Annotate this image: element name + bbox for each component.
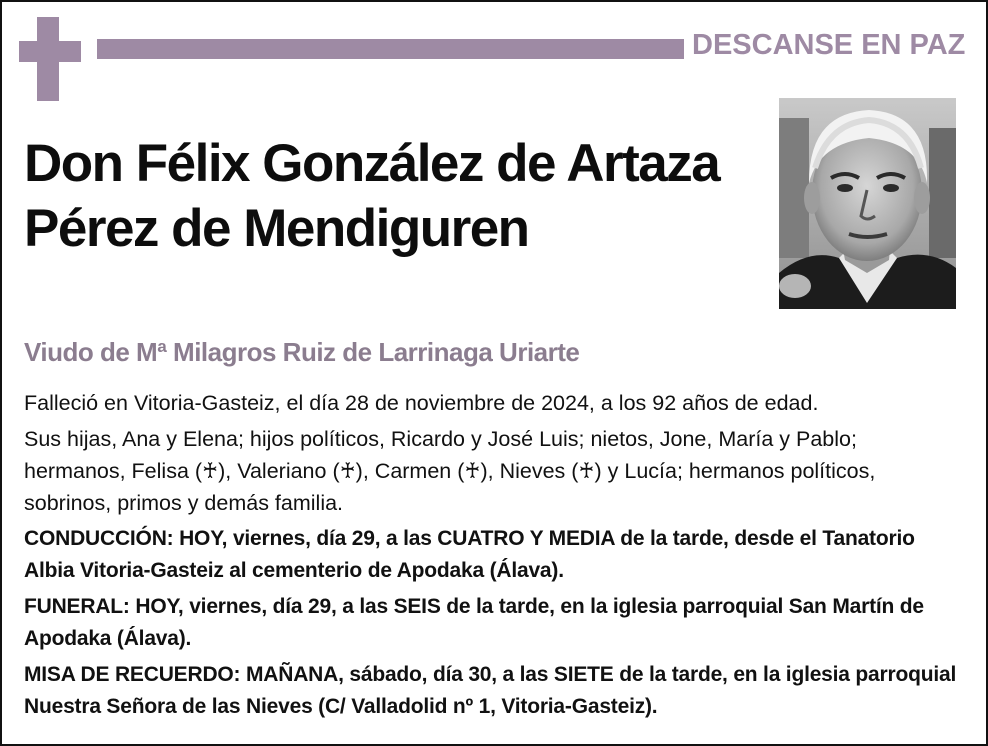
- funeral-paragraph: FUNERAL: HOY, viernes, día 29, a las SEIS de la tarde, en la iglesia parroquial San Martín de Apodaka (Álava).: [24, 595, 924, 650]
- name-line-1: Don Félix González de Artaza: [24, 134, 720, 193]
- misa-paragraph: MISA DE RECUERDO: MAÑANA, sábado, día 30, a las SIETE de la tarde, en la iglesia parroquial Nuestra Señora de las Nieves (C/ Valladolid nº 1, Vitoria-Gasteiz).: [24, 663, 957, 718]
- family-paragraph: Sus hijas, Ana y Elena; hijos políticos, Ricardo y José Luis; nietos, Jone, María y Pablo; hermanos, Felisa (♰), Valeriano (♰), Carmen (♰), Nieves (♰) y Lucía; hermanos políticos, sobrinos, primos y demás familia.: [24, 427, 876, 515]
- header-divider: [97, 39, 684, 59]
- obituary-body: [24, 387, 964, 723]
- portrait-photo: [779, 98, 956, 309]
- spouse-line: Viudo de Mª Milagros Ruiz de Larrinaga Uriarte: [24, 337, 580, 367]
- conduccion-paragraph: CONDUCCIÓN: HOY, viernes, día 29, a las CUATRO Y MEDIA de la tarde, desde el Tanatorio Albia Vitoria-Gasteiz al cementerio de Apodaka (Álava).: [24, 527, 915, 582]
- name-line-2: Pérez de Mendiguren: [24, 199, 529, 258]
- headline: DESCANSE EN PAZ: [692, 29, 966, 61]
- cross-icon: [19, 17, 81, 101]
- death-paragraph: Falleció en Vitoria-Gasteiz, el día 28 de noviembre de 2024, a los 92 años de edad.: [24, 391, 819, 415]
- deceased-name: [24, 131, 719, 261]
